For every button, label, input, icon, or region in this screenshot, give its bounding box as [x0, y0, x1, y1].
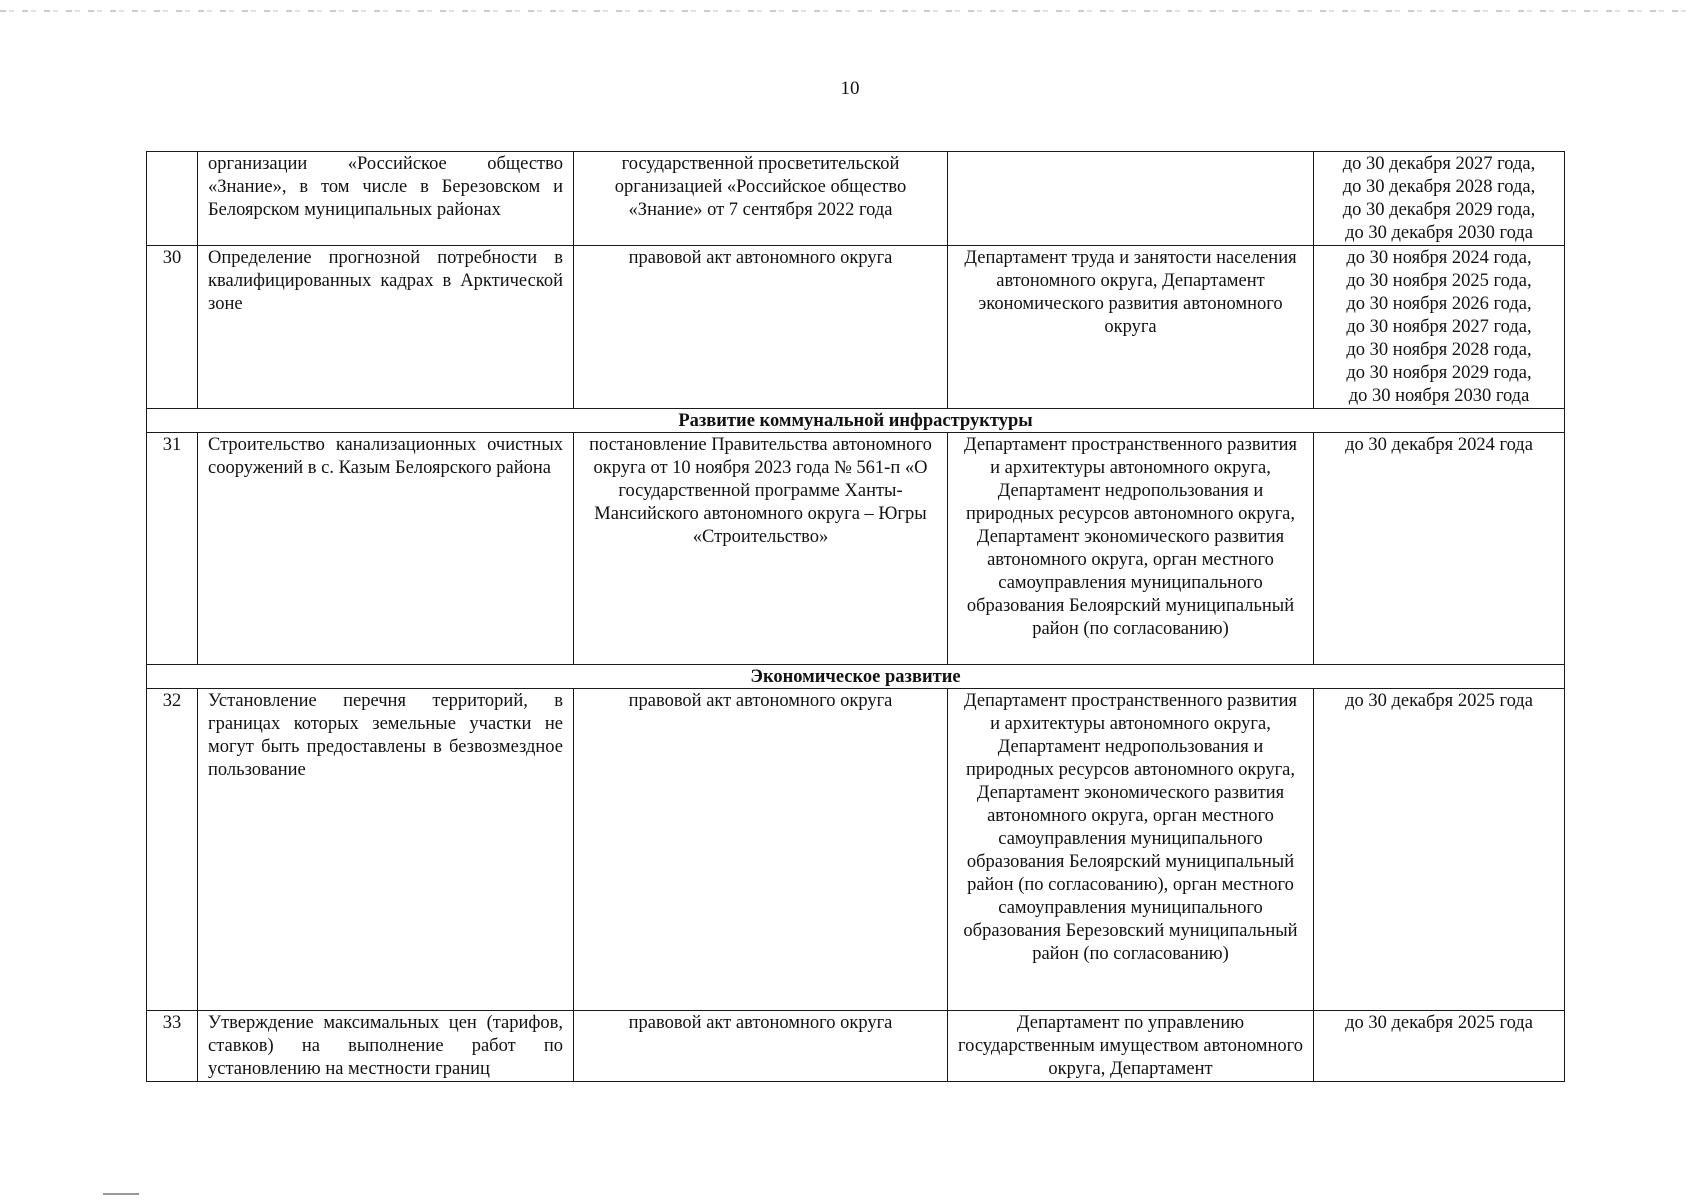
responsible-executors: Департамент пространственного развития и архитектуры автономного округа, Департамент недропользования и природных ресурсов автономного округа, Департамент экономического развития автономного округа, орган местного самоуправления муниципального образования Белоярский муниципальный район (по согласованию)	[948, 433, 1314, 665]
section-header-row	[147, 665, 1565, 689]
deadline-line: до 30 ноября 2027 года,	[1346, 317, 1532, 337]
scan-artifact-bottom	[103, 1193, 139, 1195]
row-number	[147, 152, 198, 246]
deadline	[1314, 246, 1565, 409]
deadline-line: до 30 декабря 2025 года	[1345, 691, 1533, 711]
deadline-line: до 30 декабря 2024 года	[1345, 435, 1533, 455]
measure-description: Строительство канализационных очистных сооружений в с. Казым Белоярского района	[198, 433, 574, 665]
section-title: Развитие коммунальной инфраструктуры	[147, 409, 1565, 433]
legal-basis: постановление Правительства автономного округа от 10 ноября 2023 года № 561-п «О государственной программе Ханты-Мансийского автономного округа – Югры «Строительство»	[574, 433, 948, 665]
row-number: 31	[147, 433, 198, 665]
deadline-line: до 30 декабря 2029 года,	[1342, 200, 1536, 220]
section-title: Экономическое развитие	[147, 665, 1565, 689]
legal-basis: государственной просветительской организацией «Российское общество «Знание» от 7 сентября 2022 года	[574, 152, 948, 246]
deadline	[1314, 1011, 1565, 1082]
deadline-line: до 30 декабря 2027 года,	[1342, 154, 1536, 174]
measure-description: Утверждение максимальных цен (тарифов, ставков) на выполнение работ по установлению на местности границ	[198, 1011, 574, 1082]
row-number: 30	[147, 246, 198, 409]
table-row	[147, 246, 1565, 409]
deadline-line: до 30 ноября 2026 года,	[1346, 294, 1532, 314]
scan-artifact-top	[0, 10, 1686, 12]
measure-description: организации «Российское общество «Знание», в том числе в Березовском и Белоярском муниципальных районах	[198, 152, 574, 246]
row-number: 32	[147, 689, 198, 1011]
table-row	[147, 1011, 1565, 1082]
responsible-executors: Департамент по управлению государственным имуществом автономного округа, Департамент	[948, 1011, 1314, 1082]
measures-table	[146, 151, 1565, 1082]
deadline-line: до 30 ноября 2030 года	[1348, 386, 1530, 406]
deadline-line: до 30 ноября 2024 года,	[1346, 248, 1532, 268]
section-header-row	[147, 409, 1565, 433]
responsible-executors: Департамент труда и занятости населения автономного округа, Департамент экономического развития автономного округа	[948, 246, 1314, 409]
deadline-line: до 30 ноября 2025 года,	[1346, 271, 1532, 291]
deadline	[1314, 152, 1565, 246]
page-number: 10	[840, 78, 860, 99]
deadline-line: до 30 ноября 2029 года,	[1346, 363, 1532, 383]
legal-basis: правовой акт автономного округа	[574, 1011, 948, 1082]
responsible-executors: Департамент пространственного развития и архитектуры автономного округа, Департамент недропользования и природных ресурсов автономного округа, Департамент экономического развития автономного округа, орган местного самоуправления муниципального образования Белоярский муниципальный район (по согласованию), орган местного самоуправления муниципального образования Березовский муниципальный район (по согласованию)	[948, 689, 1314, 1011]
deadline	[1314, 689, 1565, 1011]
measure-description: Определение прогнозной потребности в квалифицированных кадрах в Арктической зоне	[198, 246, 574, 409]
deadline-line: до 30 декабря 2030 года	[1345, 223, 1533, 243]
legal-basis: правовой акт автономного округа	[574, 246, 948, 409]
responsible-executors	[948, 152, 1314, 246]
table-row	[147, 433, 1565, 665]
table-row	[147, 152, 1565, 246]
row-number: 33	[147, 1011, 198, 1082]
deadline-line: до 30 декабря 2025 года	[1345, 1013, 1533, 1033]
measure-description: Установление перечня территорий, в границах которых земельные участки не могут быть предоставлены в безвозмездное пользование	[198, 689, 574, 1011]
deadline-line: до 30 декабря 2028 года,	[1342, 177, 1536, 197]
deadline	[1314, 433, 1565, 665]
deadline-line: до 30 ноября 2028 года,	[1346, 340, 1532, 360]
legal-basis: правовой акт автономного округа	[574, 689, 948, 1011]
table-row	[147, 689, 1565, 1011]
